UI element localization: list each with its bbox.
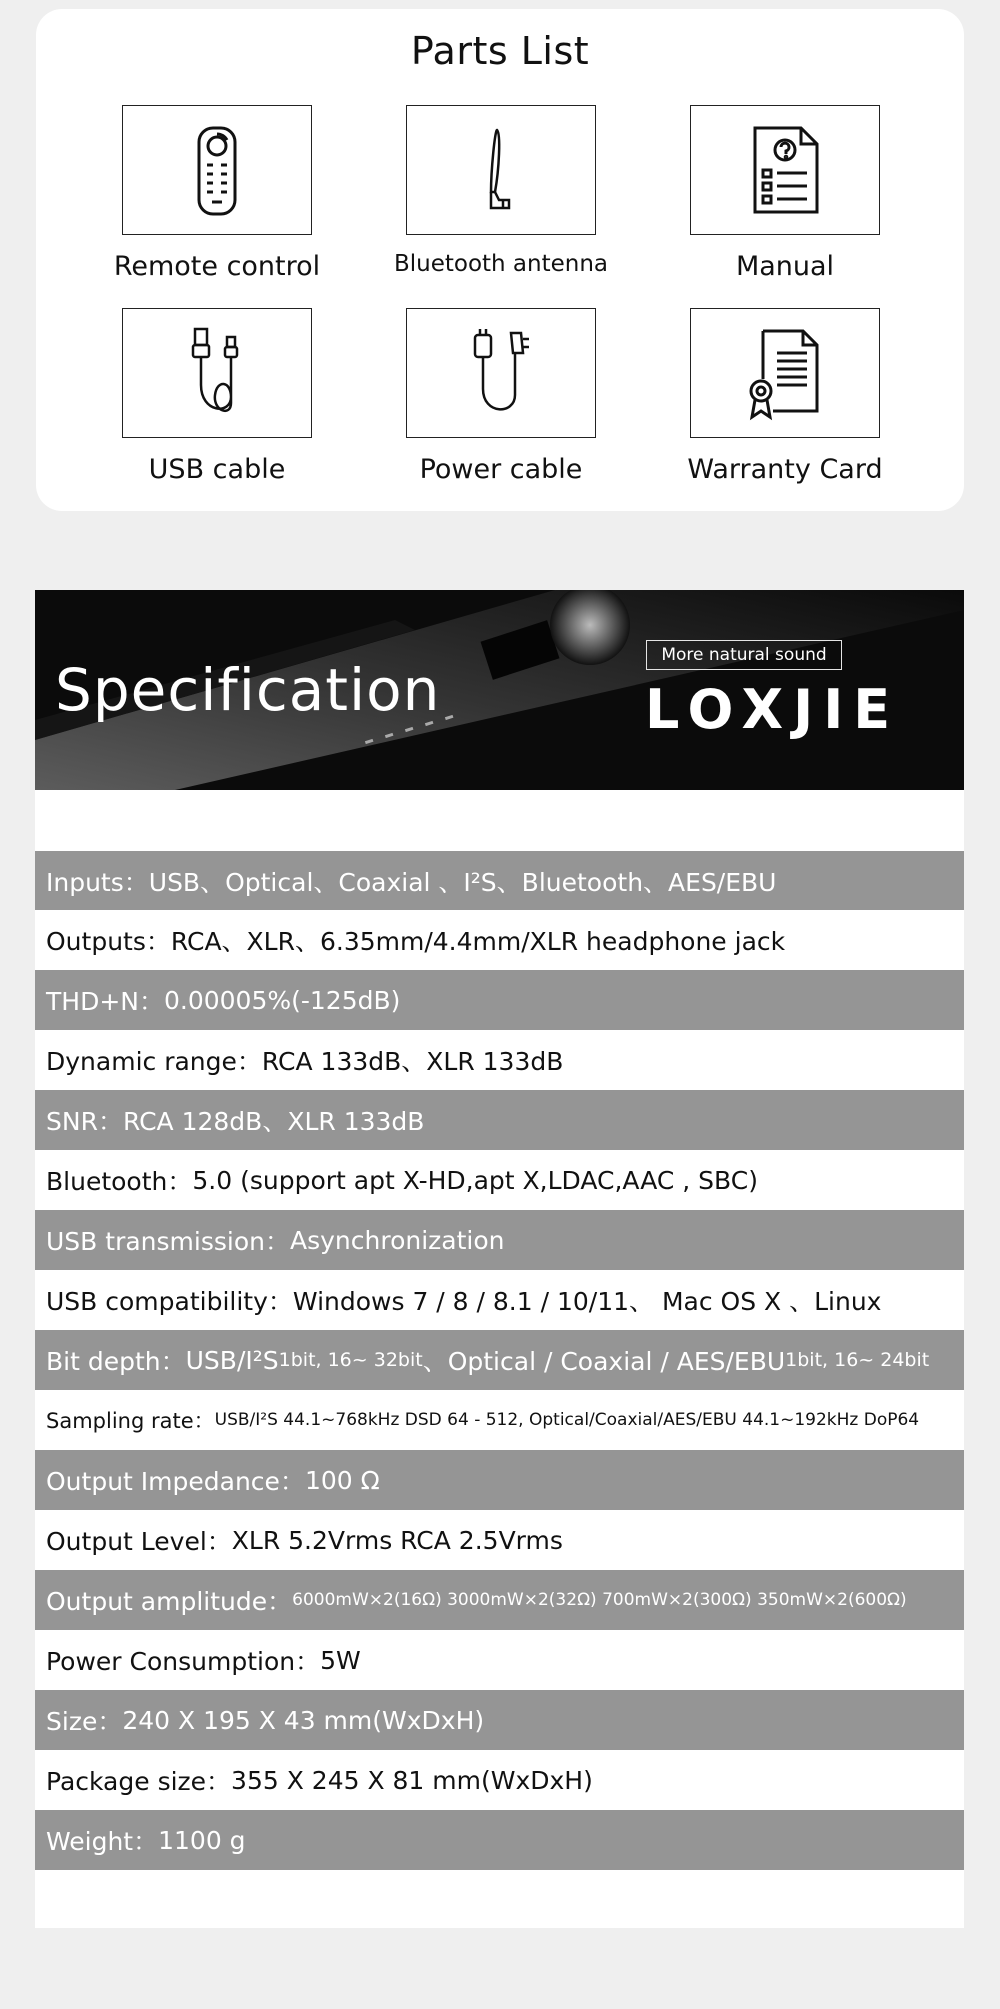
spec-label: Bluetooth：	[46, 1167, 193, 1196]
spec-label: Weight：	[46, 1827, 159, 1856]
spec-label: Sampling rate：	[46, 1409, 215, 1433]
spec-label: THD+N：	[46, 987, 164, 1016]
spec-row-sampling-rate	[35, 1390, 964, 1450]
part-label: Power cable	[419, 454, 583, 485]
spec-value: RCA、XLR、6.35mm/4.4mm/XLR headphone jack	[170, 927, 786, 956]
part-label: Warranty Card	[687, 454, 883, 485]
spec-value: USB、Optical、Coaxial 、I²S、Bluetooth、AES/EBU	[148, 867, 777, 897]
spec-label: SNR：	[46, 1107, 123, 1136]
spec-row-size	[35, 1690, 964, 1750]
brand-logo: LOXJIE	[645, 678, 901, 741]
antenna-icon	[451, 120, 551, 220]
part-manual	[665, 105, 905, 282]
remote-control-icon	[167, 120, 267, 220]
spec-row-output-level	[35, 1510, 964, 1570]
spec-value: Asynchronization	[289, 1225, 505, 1255]
power-cable-icon	[451, 323, 551, 423]
part-image-box	[690, 105, 880, 235]
part-warranty-card	[665, 308, 905, 485]
spec-row-thd	[35, 970, 964, 1030]
spec-label: Outputs：	[46, 927, 171, 956]
part-image-box	[122, 308, 312, 438]
spec-value-detail: 1bit, 16~ 24bit	[785, 1349, 930, 1371]
parts-list-title: Parts List	[410, 29, 590, 73]
spec-label: Package size：	[46, 1767, 232, 1796]
spec-label: Dynamic range：	[46, 1047, 262, 1076]
part-bluetooth-antenna	[381, 105, 621, 277]
spec-value: 6000mW×2(16Ω) 3000mW×2(32Ω) 700mW×2(300Ω) 350mW×2(600Ω)	[292, 1590, 907, 1610]
spec-row-bluetooth	[35, 1150, 964, 1210]
spec-value: 、Optical / Coaxial / AES/EBU	[422, 1347, 786, 1376]
spec-row-output-impedance	[35, 1450, 964, 1510]
spec-row-weight	[35, 1810, 964, 1870]
part-image-box	[690, 308, 880, 438]
spec-value-detail: 1bit, 16~ 32bit	[278, 1349, 423, 1371]
part-usb-cable	[97, 308, 337, 485]
part-label: Remote control	[113, 251, 321, 282]
spec-label: USB transmission：	[46, 1227, 290, 1256]
spec-row-snr	[35, 1090, 964, 1150]
part-image-box	[406, 308, 596, 438]
part-label: Manual	[735, 251, 835, 282]
part-label: Bluetooth antenna	[393, 251, 609, 277]
spec-row-bit-depth	[35, 1330, 964, 1390]
spec-label: Output Level：	[46, 1527, 232, 1556]
spec-value: Windows 7 / 8 / 8.1 / 10/11、 Mac OS X 、Linux	[292, 1287, 882, 1316]
spec-row-package-size	[35, 1750, 964, 1810]
warranty-card-icon	[735, 323, 835, 423]
part-label: USB cable	[148, 454, 286, 485]
spec-label: Power Consumption：	[46, 1647, 321, 1676]
spec-row-outputs	[35, 910, 964, 970]
manual-icon	[735, 120, 835, 220]
spec-label: Bit depth：	[46, 1347, 186, 1376]
specification-banner	[35, 590, 964, 790]
spec-value: 0.00005%(-125dB)	[163, 985, 401, 1015]
spec-value: 5W	[320, 1645, 361, 1675]
spec-value: XLR 5.2Vrms RCA 2.5Vrms	[231, 1525, 563, 1555]
spec-value: 240 X 195 X 43 mm(WxDxH)	[122, 1705, 485, 1735]
spec-row-usb-compatibility	[35, 1270, 964, 1330]
spec-value: RCA 133dB、XLR 133dB	[261, 1047, 564, 1076]
spec-label: Inputs：	[46, 867, 149, 897]
spec-value: 355 X 245 X 81 mm(WxDxH)	[231, 1765, 593, 1795]
spec-value: 5.0 (support apt X-HD,apt X,LDAC,AAC , SBC)	[192, 1165, 758, 1195]
specification-table	[35, 790, 964, 1928]
part-remote-control	[97, 105, 337, 282]
spec-value: RCA 128dB、XLR 133dB	[122, 1107, 425, 1136]
usb-cable-icon	[167, 323, 267, 423]
spec-value: 100 Ω	[304, 1465, 380, 1495]
spec-label: USB compatibility：	[46, 1287, 293, 1316]
part-power-cable	[381, 308, 621, 485]
spec-value: USB/I²S 44.1~768kHz DSD 64 - 512, Optical/Coaxial/AES/EBU 44.1~192kHz DoP64	[214, 1410, 920, 1430]
part-image-box	[122, 105, 312, 235]
spec-row-dynamic-range	[35, 1030, 964, 1090]
spec-value: USB/I²S	[185, 1345, 279, 1375]
spec-label: Output Impedance：	[46, 1467, 305, 1496]
part-image-box	[406, 105, 596, 235]
spec-value: 1100 g	[158, 1825, 246, 1855]
parts-list-card	[36, 9, 964, 511]
spec-label: Size：	[46, 1707, 123, 1736]
spec-row-inputs	[35, 851, 964, 910]
specification-title: Specification	[55, 656, 441, 724]
brand-tagline: More natural sound	[646, 640, 842, 670]
spec-row-usb-transmission	[35, 1210, 964, 1270]
spec-row-output-amplitude	[35, 1570, 964, 1630]
spec-label: Output amplitude：	[46, 1587, 293, 1616]
spec-row-power-consumption	[35, 1630, 964, 1690]
